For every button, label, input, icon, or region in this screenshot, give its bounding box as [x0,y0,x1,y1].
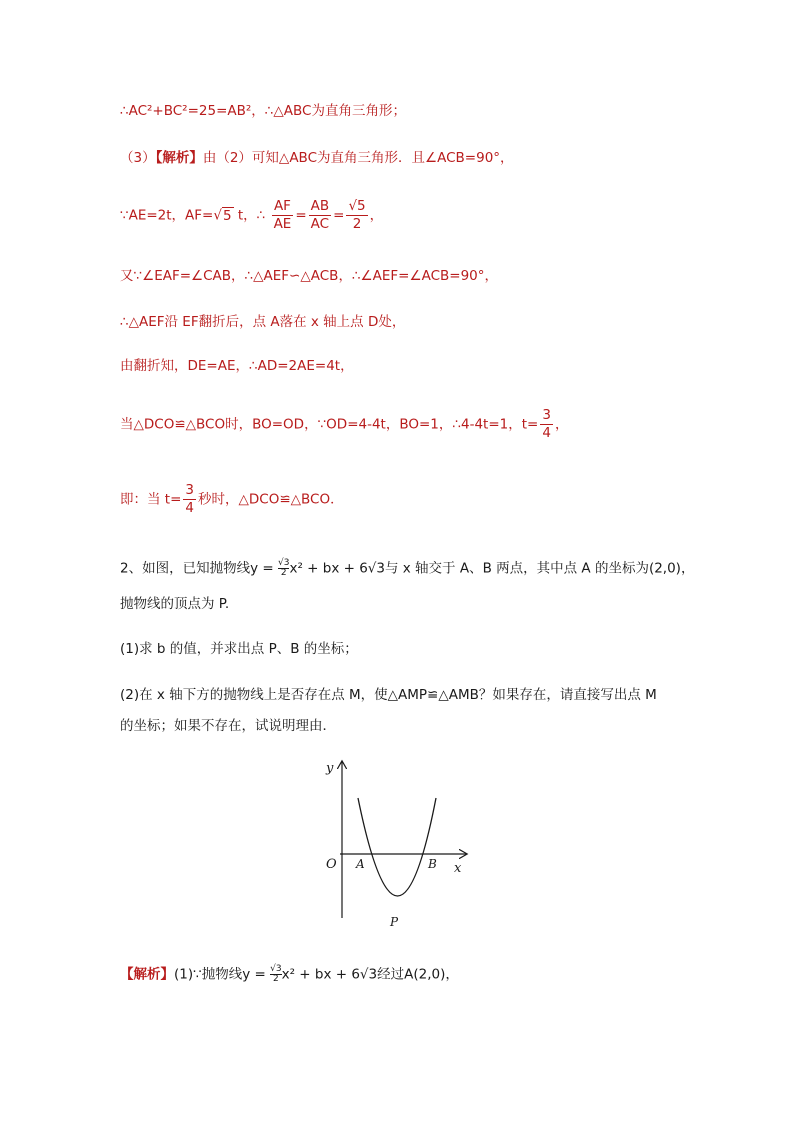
label-p: P [390,915,399,929]
part3-line [120,149,514,167]
answer-coef [270,965,281,984]
solution-line-1: ∴AC²+BC²=25=AB²，∴△ABC为直角三角形； [120,103,406,119]
answer-text-b: x² + bx + 6√3经过A(2,0)， [281,966,459,983]
line8-suffix: 秒时，△DCO≌△BCO． [198,491,344,508]
label-o: O [326,857,337,872]
label-b: B [428,857,437,871]
answer-tag: 【解析】 [120,966,174,983]
solution-line-7 [120,407,568,442]
problem2-q1: (1)求 b 的值，并求出点 P、B 的坐标； [120,641,358,657]
problem2-coef-den: 2 [280,568,287,578]
fraction-ab-ac [309,198,332,233]
label-a: A [356,857,365,871]
line3-prefix: ∵AE=2t，AF= [120,207,214,224]
part3-label: （3） [120,150,156,166]
line7-frac-den: 4 [542,425,551,441]
sqrt-radicand: 5 [222,207,232,224]
parabola-curve [358,798,436,896]
solution-line-8 [120,482,344,517]
answer-coef-num: √3 [270,964,282,974]
frac1-den: AE [273,216,292,232]
sqrt-symbol: √ [213,207,222,224]
fraction-af-ae [272,198,294,233]
problem2-intro-c: 抛物线的顶点为 P. [120,596,230,612]
frac3-den: 2 [352,216,362,232]
part3-text: 由（2）可知△ABC为直角三角形．且∠ACB=90°， [202,150,514,166]
parabola-figure [320,758,480,934]
line7-text: 当△DCO≌△BCO时，BO=OD，∵OD=4-4t，BO=1，∴4-4t=1，t= [120,416,539,433]
problem2-intro-b: x² + bx + 6√3与 x 轴交于 A、B 两点，其中点 A 的坐标为(2,0)， [289,560,695,577]
line8-frac-num: 3 [185,482,194,498]
frac1-num: AF [272,198,294,216]
answer-coef-den: 2 [272,974,279,984]
answer-text-a: (1)∵抛物线y = [174,966,271,983]
solution-line-4: 又∵∠EAF=∠CAB，∴△AEF∽△ACB，∴∠AEF=∠ACB=90°， [120,268,498,284]
problem2-intro [120,559,694,578]
line3-end: ， [369,207,384,224]
line8-frac-den: 4 [185,500,194,516]
analysis-tag: 【解析】 [155,150,203,166]
line3-t: t，∴ [237,207,266,224]
label-x: x [454,861,462,876]
problem2-coef-num: √3 [277,558,290,568]
frac2-den: AC [310,216,330,232]
line7-end: ， [554,416,569,433]
label-y: y [326,761,334,776]
line7-frac-num: 3 [542,407,551,423]
problem2-coef [278,559,289,578]
solution-line-5: ∴△AEF沿 EF翻折后，点 A落在 x 轴上点 D处， [120,314,406,330]
frac2-num: AB [310,198,330,214]
fraction-3-4-a [540,407,553,442]
problem2-intro-a: 2、如图，已知抛物线y = [120,560,278,577]
problem2-q2-a: (2)在 x 轴下方的抛物线上是否存在点 M，使△AMP≌△AMB？如果存在，请直接写出点 M [120,687,657,703]
frac3-num: √5 [348,198,366,214]
fraction-3-4-b [183,482,196,517]
fraction-sqrt5-2 [346,198,367,233]
solution-line-3: ∵AE=2t，AF=√5 t，∴ $\frac{AF}{AE}$ = $\frac{AB}{AC}$ = $\frac{√5}{2}$ ， [120,198,384,232]
solution-line-6: 由翻折知，DE=AE，∴AD=2AE=4t， [120,358,354,374]
answer-line [120,965,459,984]
line8-prefix: 即：当 t= [120,491,182,508]
problem2-q2-b: 的坐标；如果不存在，试说明理由． [120,718,336,734]
